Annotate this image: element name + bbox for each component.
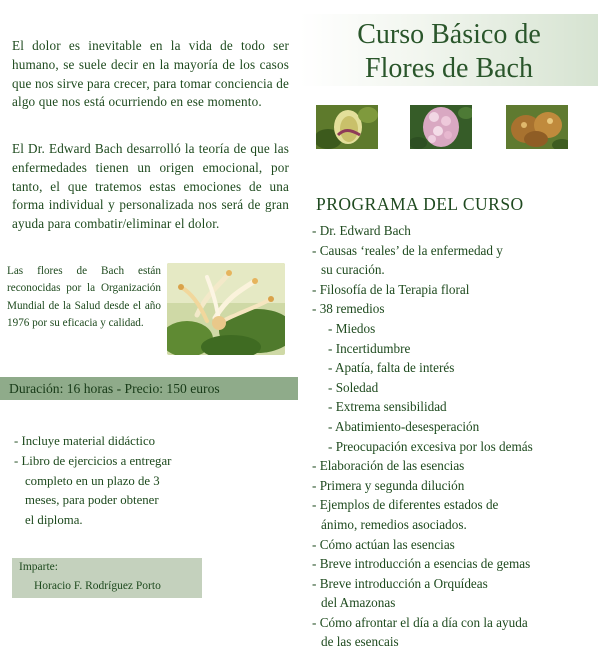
program-subitem: - Preocupación excesiva por los demás (328, 438, 533, 454)
program-title: PROGRAMA DEL CURSO (316, 194, 524, 214)
program-item: - Cómo actúan las esencias (312, 536, 455, 552)
program-item: - Filosofía de la Terapia floral (312, 281, 470, 297)
program-subitem: - Incertidumbre (328, 340, 411, 356)
left-column (0, 0, 300, 662)
instructor-label: Imparte: (19, 561, 58, 573)
program-item: - 38 remedios (312, 301, 385, 317)
flower-thumbnail-bud (316, 105, 378, 149)
includes-item: - Incluye material didáctico (14, 434, 156, 448)
program-item: de las esencais (321, 634, 399, 650)
includes-item: meses, para poder obtener (25, 493, 159, 508)
program-item: ánimo, remedios asociados. (321, 516, 467, 532)
includes-item: el diploma. (25, 513, 83, 528)
instructor-box (12, 558, 202, 598)
program-item: su curación. (321, 262, 385, 278)
course-title-line1: Curso Básico de (357, 19, 541, 50)
course-title-line2: Flores de Bach (365, 53, 533, 84)
flower-thumbnail-chestnut (506, 105, 568, 149)
includes-list (14, 432, 264, 531)
program-item: - Breve introducción a Orquídeas (312, 575, 488, 591)
program-item: del Amazonas (321, 595, 396, 611)
program-subitem: - Apatía, falta de interés (328, 360, 455, 376)
course-title-box (300, 14, 598, 86)
instructor-name: Horacio F. Rodríguez Porto (34, 580, 161, 592)
includes-item: completo en un plazo de 3 (25, 473, 160, 488)
program-subitem: - Miedos (328, 320, 376, 336)
who-recognition-text: Las flores de Bach están reconocidas por la Organización Mundial de la Salud desde el año 1976 por su eficacia y calidad. (7, 265, 161, 329)
honeysuckle-flower-image (167, 263, 285, 355)
duration-price-band: Duración: 16 horas - Precio: 150 euros (0, 377, 298, 400)
includes-item: - Libro de ejercicios a entregar (14, 453, 172, 468)
program-item: - Cómo afrontar el día a día con la ayuda (312, 614, 528, 630)
program-subitem: - Abatimiento-desesperación (328, 418, 480, 434)
program-item: - Elaboración de las esencias (312, 458, 465, 474)
program-item: - Dr. Edward Bach (312, 223, 411, 238)
program-list (312, 221, 601, 652)
bach-theory-paragraph: El Dr. Edward Bach desarrolló la teoría de que las enfermedades tienen un origen emocional, por tanto, el que tratemos estas emociones de una forma individual y personalizada nos será de gran ayuda para combatir/eliminar el dolor. (12, 141, 289, 232)
program-item: - Primera y segunda dilución (312, 477, 465, 493)
program-subitem: - Soledad (328, 379, 379, 395)
program-item: - Breve introducción a esencias de gemas (312, 556, 531, 572)
right-column (300, 0, 601, 662)
program-subitem: - Extrema sensibilidad (328, 399, 447, 415)
flower-thumbnail-pink-cluster (410, 105, 472, 149)
program-item: - Ejemplos de diferentes estados de (312, 497, 499, 513)
program-item: - Causas ‘reales’ de la enfermedad y (312, 242, 503, 258)
intro-paragraph: El dolor es inevitable en la vida de todo ser humano, se suele decir en la mayoría de los casos que nos sirve para crecer, para tomar conciencia de algo que nos está ocurriendo en ese momento. (12, 38, 289, 110)
